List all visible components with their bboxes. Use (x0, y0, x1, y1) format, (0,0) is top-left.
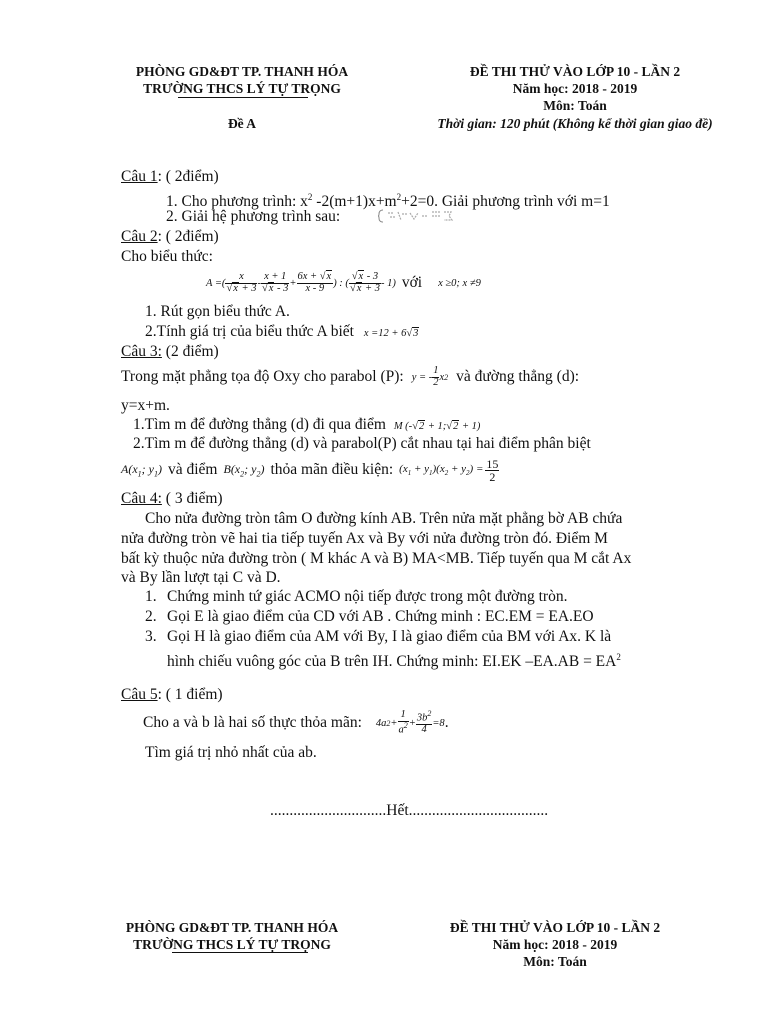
end-mark: ..............................Hết.................................... (270, 802, 549, 819)
q1-heading (121, 167, 219, 187)
q5-label: Câu 5 (121, 686, 158, 703)
q3-item2: 2.Tìm m để đường thẳng (d) và parabol(P) cắt nhau tại hai điểm phân biệt (133, 435, 591, 452)
voi-text: với (401, 274, 423, 291)
q4-para-line1: Cho nửa đường tròn tâm O đường kính AB. Trên nửa mặt phẳng bờ AB chứa (145, 510, 623, 527)
q3-line1: Trong mặt phẳng tọa độ Oxy cho parabol (P): y = - $\frac{1}{2}$ x 2 và đường thẳng (d): (121, 365, 580, 388)
q3-condition-line: $A(x_1$; $y_1$) và điểm $B(x_2$; $y_2$) thỏa mãn điều kiện: $(x_1 + y_1)(x_2 + y_2)$ = $\frac{15}{2}$ (121, 456, 499, 484)
header-bottom-left (92, 919, 372, 953)
q5-points: : ( 1 điểm) (157, 686, 223, 703)
header-bottom-right (395, 919, 715, 970)
q4-points: ( 3 điểm) (161, 490, 223, 507)
q4-heading (121, 489, 223, 509)
q3-points: (2 điểm) (161, 343, 219, 360)
header-left (102, 63, 382, 97)
q2-item1: 1. Rút gọn biểu thức A. (145, 303, 290, 320)
q1-label: Câu 1 (121, 168, 158, 185)
school-underline-bottom (172, 952, 308, 953)
q4-para-line3: bất kỳ thuộc nửa đường tròn ( M khác A và B) MA<MB. Tiếp tuyến qua M cắt Ax (121, 550, 632, 567)
q5-fraction-1: $\frac{1}{a^2}$ (398, 709, 408, 736)
q5-line2: Tìm giá trị nhỏ nhất của ab. (145, 744, 317, 761)
q4-item-3-cont: hình chiếu vuông góc của B trên IH. Chứng minh: EI.EK $-EA.AB = EA^2$ (167, 652, 621, 671)
point-a: $A(x_1$; $y_1$) (121, 461, 162, 479)
exam-code: Đề A (227, 116, 257, 131)
q1-points: : ( 2điểm) (157, 168, 219, 185)
fraction-3: $\frac{6x + √x}{x - 9}$ (297, 271, 332, 294)
fraction-4: $\frac{√x - 3}{√x + 3}$ (349, 271, 380, 294)
q5-fraction-2: $\frac{3b^2}{4}$ (416, 709, 432, 736)
q3-heading (121, 342, 219, 362)
q2-intro: Cho biểu thức: (121, 248, 213, 265)
q3-label: Câu 3: (121, 343, 162, 360)
subject-bottom: Môn: Toán (523, 954, 587, 969)
school-name-bottom: TRƯỜNG THCS LÝ TỰ TRỌNG (133, 937, 331, 952)
point-b: $B(x_2$; $y_2$) (223, 461, 265, 479)
q2-label: Câu 2 (121, 228, 158, 245)
q2-formula: A =( $\frac{x}{√x + 3}$ - $\frac{x + 1}{√x - 3}$ + $\frac{6x + √x}{x - 9}$ ) : ( $\frac{√x - 3}{√x + 3}$ - 1) với x ≥0; x ≠9 (206, 271, 481, 294)
q4-para-line4: và By lần lượt tại C và D. (121, 569, 281, 586)
q5-heading (121, 685, 223, 705)
q3-item1: 1.Tìm m để đường thẳng (d) đi qua điểm M (-√2 + 1;√2 + 1) (133, 416, 481, 433)
q4-para-line2: nửa đường tròn vẽ hai tia tiếp tuyến Ax và By với nửa đường tròn đó. Điểm M (121, 530, 608, 547)
q3-line2: y=x+m. (121, 397, 170, 414)
q2-points: : ( 2điểm) (157, 228, 219, 245)
department-name: PHÒNG GD&ĐT TP. THANH HÓA (135, 64, 349, 79)
q1-item2: 2. Giải hệ phương trình sau: (166, 208, 341, 225)
exam-time: Thời gian: 120 phút (Không kể thời gian giao đề) (437, 116, 713, 131)
fraction-1: $\frac{x}{√x + 3}$ (226, 271, 257, 294)
q1-item1: 1. Cho phương trình: $x^2$ $-2(m+1)x+m^2+2=0$. Giải phương trình với m=1 (166, 192, 610, 211)
department-name-bottom: PHÒNG GD&ĐT TP. THANH HÓA (125, 920, 339, 935)
subject: Môn: Toán (543, 98, 607, 113)
condition: x ≥0; x ≠9 (438, 277, 481, 289)
condition-fraction: $\frac{15}{2}$ (486, 456, 499, 484)
q4-item-3: 3. Gọi H là giao điểm của AM với By, I là giao điểm của BM với Ax. K là (145, 628, 612, 645)
q4-item-2: 2. Gọi E là giao điểm của CD với AB . Chứng minh : EC.EM = EA.EO (145, 608, 594, 625)
condition-expr: $(x_1 + y_1)(x_2 + y_2)$ = (399, 462, 484, 478)
q4-label: Câu 4: (121, 490, 162, 507)
school-year-bottom: Năm học: 2018 - 2019 (492, 937, 618, 952)
q2-item2: 2.Tính giá trị của biểu thức A biết x =12 + 6√3 (145, 323, 419, 340)
q5-line1: Cho a và b là hai số thực thỏa mãn: 4a 2 + $\frac{1}{a^2}$ + $\frac{3b^2}{4}$ =8 . (143, 709, 449, 736)
parabola-fraction: $\frac{1}{2}$ (433, 365, 439, 388)
exam-title-bottom: ĐỀ THI THỬ VÀO LỚP 10 - LẦN 2 (449, 920, 661, 935)
q2-heading (121, 227, 219, 247)
fraction-2: $\frac{x + 1}{√x - 3}$ (261, 271, 289, 294)
equation-system-image (378, 208, 474, 224)
q4-item-1: 1. Chứng minh tứ giác ACMO nội tiếp được trong một đường tròn. (145, 588, 568, 605)
school-name: TRƯỜNG THCS LÝ TỰ TRỌNG (143, 81, 341, 96)
school-underline (178, 97, 308, 98)
exam-title: ĐỀ THI THỬ VÀO LỚP 10 - LẦN 2 (469, 64, 681, 79)
header-right (415, 63, 735, 114)
school-year: Năm học: 2018 - 2019 (512, 81, 638, 96)
